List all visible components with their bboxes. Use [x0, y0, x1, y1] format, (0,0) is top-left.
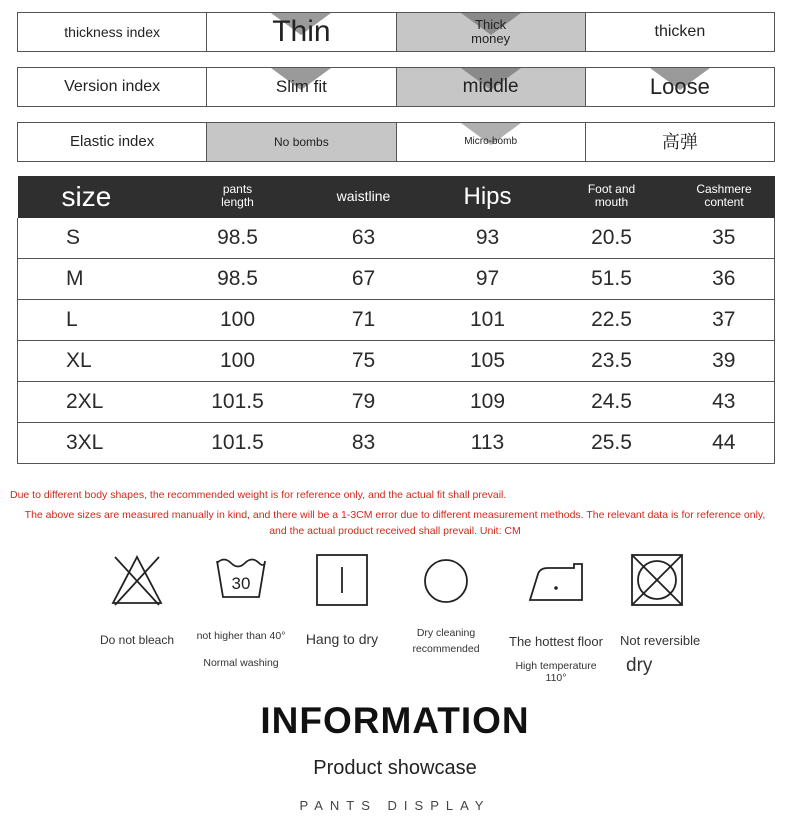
- value-cell: 23.5: [550, 341, 674, 382]
- table-row: [18, 300, 775, 341]
- care-label: Do not bleach: [99, 633, 175, 647]
- value-cell: 98.5: [174, 218, 302, 259]
- value-cell: 20.5: [550, 218, 674, 259]
- size-table: [17, 176, 775, 464]
- value-cell: 83: [302, 423, 426, 464]
- value-cell: 109: [426, 382, 550, 423]
- wash-30-icon: [213, 553, 269, 603]
- product-showcase-subheading: Product showcase: [313, 757, 477, 779]
- size-cell: 3XL: [18, 423, 174, 464]
- value-cell: 67: [302, 259, 426, 300]
- care-iron: [504, 560, 608, 685]
- size-cell: XL: [18, 341, 174, 382]
- care-dry-clean: [406, 557, 486, 657]
- value-cell: 98.5: [174, 259, 302, 300]
- care-sublabel: dry: [626, 654, 653, 676]
- elastic-no-bombs: No bombs: [207, 123, 396, 161]
- value-cell: 79: [302, 382, 426, 423]
- value-cell: 37: [674, 300, 775, 341]
- value-cell: 63: [302, 218, 426, 259]
- header-foot-mouth: Foot and mouth: [550, 176, 674, 218]
- value-cell: 25.5: [550, 423, 674, 464]
- no-bleach-icon: [109, 553, 165, 609]
- thickness-index-label: thickness index: [18, 13, 207, 51]
- value-cell: 97: [426, 259, 550, 300]
- value-cell: 35: [674, 218, 775, 259]
- value-cell: 101.5: [174, 382, 302, 423]
- care-label: Dry cleaning recommended: [412, 627, 480, 655]
- value-cell: 113: [426, 423, 550, 464]
- iron-icon: [526, 560, 586, 604]
- pants-display-tagline: PANTS DISPLAY: [299, 798, 491, 813]
- size-cell: L: [18, 300, 174, 341]
- value-cell: 36: [674, 259, 775, 300]
- header-cashmere-content: Cashmere content: [674, 176, 775, 218]
- table-row: [18, 259, 775, 300]
- value-cell: 105: [426, 341, 550, 382]
- value-cell: 43: [674, 382, 775, 423]
- care-no-tumble-dry: [612, 553, 702, 677]
- thickness-index-row: [17, 12, 775, 52]
- thickness-thicken: thicken: [654, 22, 706, 40]
- version-middle: middle: [397, 68, 586, 106]
- header-size: size: [18, 176, 174, 218]
- note-body-shape: Due to different body shapes, the recommended weight is for reference only, and the actual fit shall prevail.: [10, 489, 507, 501]
- care-wash-30: [196, 553, 286, 669]
- value-cell: 101: [426, 300, 550, 341]
- table-row: [18, 341, 775, 382]
- care-label: The hottest floor: [509, 634, 603, 649]
- value-cell: 100: [174, 300, 302, 341]
- dry-clean-icon: [422, 557, 470, 605]
- value-cell: 71: [302, 300, 426, 341]
- table-row: [18, 218, 775, 259]
- care-sublabel: Normal washing: [203, 656, 279, 669]
- value-cell: 44: [674, 423, 775, 464]
- elastic-index-label: Elastic index: [18, 123, 207, 161]
- value-cell: 51.5: [550, 259, 674, 300]
- elastic-micro-bomb: Micro-bomb: [397, 123, 586, 161]
- care-hang-dry: [302, 553, 382, 648]
- hang-dry-icon: [315, 553, 369, 607]
- version-index-label: Version index: [18, 68, 207, 106]
- elastic-index-row: [17, 122, 775, 162]
- size-cell: S: [18, 218, 174, 259]
- value-cell: 100: [174, 341, 302, 382]
- size-cell: 2XL: [18, 382, 174, 423]
- value-cell: 75: [302, 341, 426, 382]
- value-cell: 39: [674, 341, 775, 382]
- version-slim-fit: Slim fit: [207, 68, 396, 106]
- version-loose: Loose: [586, 68, 774, 106]
- thickness-thin: Thin: [207, 13, 396, 51]
- care-sublabel: High temperature 110°: [515, 659, 597, 685]
- information-heading: INFORMATION: [260, 700, 530, 741]
- table-row: [18, 423, 775, 464]
- no-tumble-dry-icon: [630, 553, 684, 607]
- value-cell: 101.5: [174, 423, 302, 464]
- care-label: Hang to dry: [305, 631, 379, 647]
- version-index-row: [17, 67, 775, 107]
- care-label: not higher than 40°: [196, 630, 286, 642]
- value-cell: 93: [426, 218, 550, 259]
- size-cell: M: [18, 259, 174, 300]
- svg-text:30: 30: [231, 574, 251, 593]
- value-cell: 22.5: [550, 300, 674, 341]
- care-label: Not reversible: [620, 633, 701, 648]
- header-hips: Hips: [426, 176, 550, 218]
- size-table-header: [18, 176, 775, 218]
- header-waistline: waistline: [302, 176, 426, 218]
- care-no-bleach: [97, 553, 177, 647]
- note-measurement: The above sizes are measured manually in kind, and there will be a 1-3CM error due to different measurement methods. The relevant data is for reference only, and the actual product received shall prevail. Unit: CM: [24, 509, 766, 537]
- elastic-high: 高弹: [661, 131, 698, 152]
- table-row: [18, 382, 775, 423]
- thickness-thick-money: Thick money: [397, 13, 586, 51]
- header-pants-length: pants length: [174, 176, 302, 218]
- value-cell: 24.5: [550, 382, 674, 423]
